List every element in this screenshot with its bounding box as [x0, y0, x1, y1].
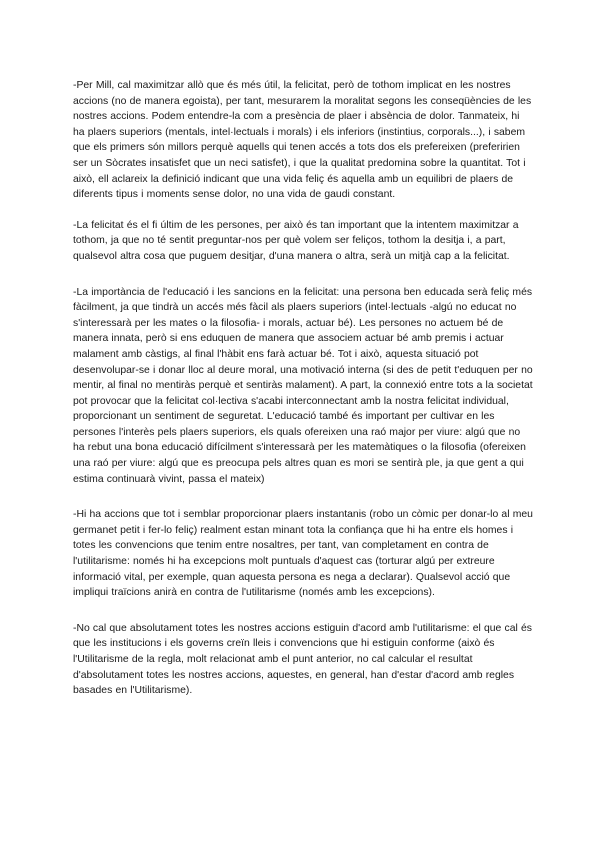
document-body: [73, 78, 533, 699]
paragraph-happiness-end: -La felicitat és el fi últim de les persones, per això és tan important que la intentem maximitzar a tothom, ja que no té sentit preguntar-nos per què volem ser feliços, tothom la desitja i, a part, qualsevol altra cosa que puguem desitjar, d'una manera o altra, serà un mitjà cap a la felicitat.: [73, 219, 519, 262]
paragraph-spacer: [73, 601, 533, 621]
paragraph-trust-conventions: -Hi ha accions que tot i semblar proporcionar plaers instantanis (robo un còmic per donar-lo al meu germanet petit i fer-lo feliç) realment estan minant tota la confiança que hi ha entre els homes i totes les convencions que tenim entre nosaltres, per tant, van completament en contra de l'utilitarisme: només hi ha excepcions molt puntuals d'aquest cas (torturar algú per extreure informació vital, per exemple, quan aquesta persona es nega a declarar). Qualsevol acció que impliqui traïcions anirà en contra de l'utilitarisme (només amb les excepcions).: [73, 509, 533, 599]
paragraph-spacer: [73, 487, 533, 507]
paragraph-spacer: [73, 203, 533, 218]
paragraph-rule-utilitarianism: -No cal que absolutament totes les nostres accions estiguin d'acord amb l'utilitarisme: el que cal és que les institucions i els governs creïn lleis i convencions que hi estiguin conforme (això és l'Utilitarisme de la regla, molt relacionat amb el punt anterior, no cal calcular el resultat d'absolutament totes les nostres accions, aquestes, en general, han d'estar d'acord amb regles basades en l'Utilitarisme).: [73, 622, 532, 697]
paragraph-education-sanctions: -La importància de l'educació i les sancions en la felicitat: una persona ben educada serà feliç més fàcilment, ja que tindrà un accés més fàcil als plaers superiors (intel·lectuals -algú no educat no s'interessarà per les mates o la filosofia- i morals, actuar bé). Les persones no actuem bé de manera innata, però si ens eduquen de manera que associem actuar bé amb premis i actuar malament amb càstigs, al final l'hàbit ens farà actuar bé. Tot i això, aquesta situació pot desenvolupar-se i donar lloc al deure moral, una motivació interna (si des de petit t'eduquen per no mentir, al final no mentiràs perquè et sentiràs malament). A part, la connexió entre tots a la societat pot provocar que la felicitat col·lectiva s'acabi interconnectant amb la nostra felicitat individual, proporcionant un sentiment de seguretat. L'educació també és important per cultivar en les persones l'interès pels plaers superiors, els quals ofereixen una raó major per viure: algú que no ha rebut una bona educació difícilment s'interessarà per les matemàtiques o la filosofia (ofereixen una raó per viure: algú que es preocupa pels altres quan es mori se sentirà ple, ja que gent a qui estima continuarà vivint, passa el mateix): [73, 286, 533, 485]
paragraph-mill-utility: -Per Mill, cal maximitzar allò que és més útil, la felicitat, però de tothom implicat en les nostres accions (no de manera egoista), per tant, mesurarem la moralitat segons les conseqüències de les nostres accions. Podem entendre-la com a presència de plaer i absència de dolor. Tanmateix, hi ha plaers superiors (mentals, intel·lectuals i morals) i els inferiors (instintius, corporals...), i sabem que els primers són millors perquè aquells qui tenen accés a tots dos els prefereixen (preferirien ser un Sòcrates insatisfet que un neci satisfet), i que la qualitat predomina sobre la quantitat. Tot i això, ell aclareix la definició indicant que una vida feliç és aquella amb un equilibri de plaers de diferents tipus i moments sense dolor, no una vida de gaudi constant.: [73, 80, 532, 201]
paragraph-spacer: [73, 265, 533, 285]
